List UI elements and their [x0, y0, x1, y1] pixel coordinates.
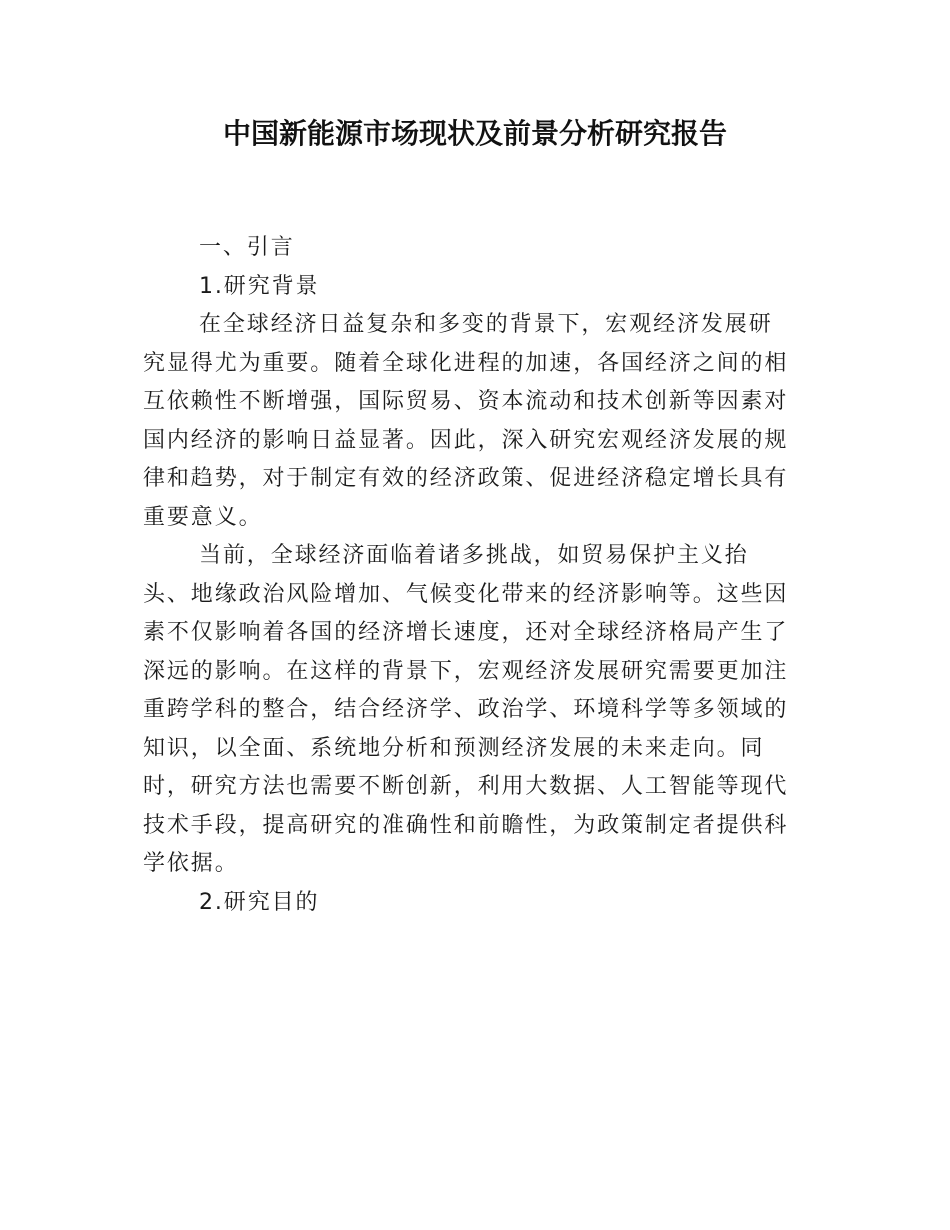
paragraph-line: 技术手段，提高研究的准确性和前瞻性，为政策制定者提供科: [143, 812, 789, 838]
section-heading-introduction: 一、引言: [199, 235, 295, 260]
paragraph-line: 知识，以全面、系统地分析和预测经济发展的未来走向。同: [143, 735, 765, 761]
paragraph-line: 深远的影响。在这样的背景下，宏观经济发展研究需要更加注: [143, 658, 789, 684]
paragraph-line: 头、地缘政治风险增加、气候变化带来的经济影响等。这些因: [143, 581, 789, 607]
subsection-heading-background: 1.研究背景: [199, 273, 320, 299]
subsection-heading-purpose: 2.研究目的: [199, 889, 320, 915]
paragraph-line: 究显得尤为重要。随着全球化进程的加速，各国经济之间的相: [143, 350, 789, 376]
paragraph-line: 重要意义。: [143, 504, 263, 530]
document-title: 中国新能源市场现状及前景分析研究报告: [222, 117, 727, 150]
document-body: [143, 229, 811, 922]
paragraph-line: 在全球经济日益复杂和多变的背景下，宏观经济发展研: [199, 312, 773, 337]
paragraph-line: 律和趋势，对于制定有效的经济政策、促进经济稳定增长具有: [143, 466, 789, 491]
paragraph-line: 学依据。: [143, 851, 239, 876]
paragraph-background-2: [143, 537, 811, 884]
paragraph-line: 时，研究方法也需要不断创新，利用大数据、人工智能等现代: [143, 774, 789, 799]
paragraph-line: 素不仅影响着各国的经济增长速度，还对全球经济格局产生了: [143, 620, 789, 645]
paragraph-line: 国内经济的影响日益显著。因此，深入研究宏观经济发展的规: [143, 427, 789, 453]
paragraph-line: 互依赖性不断增强，国际贸易、资本流动和技术创新等因素对: [143, 389, 789, 414]
paragraph-background-1: [143, 306, 811, 537]
paragraph-line: 当前，全球经济面临着诸多挑战，如贸易保护主义抬: [199, 543, 749, 568]
paragraph-line: 重跨学科的整合，结合经济学、政治学、环境科学等多领域的: [143, 697, 789, 722]
